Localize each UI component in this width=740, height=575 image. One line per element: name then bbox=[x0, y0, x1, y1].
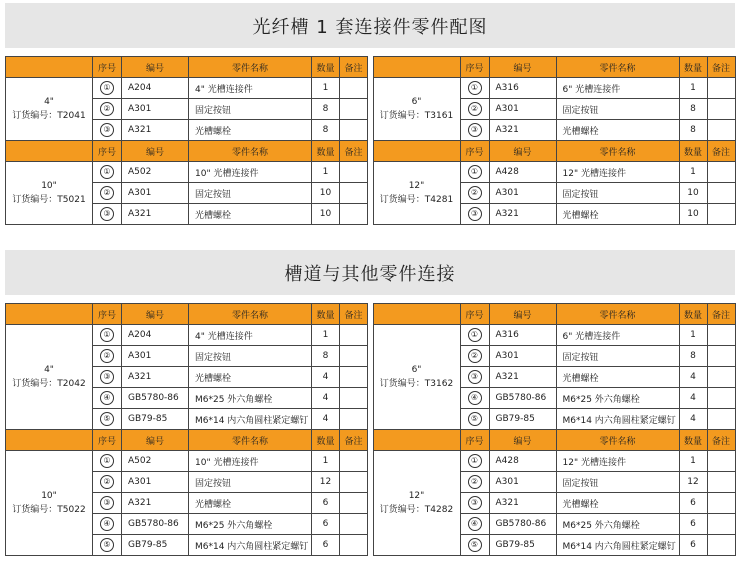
part-name: 10" 光槽连接件 bbox=[189, 451, 312, 472]
row-number-badge: ① bbox=[100, 81, 114, 95]
group-size: 6" bbox=[411, 97, 422, 107]
part-name: 光槽螺栓 bbox=[556, 204, 679, 225]
quantity: 1 bbox=[312, 325, 340, 346]
note bbox=[340, 451, 368, 472]
column-header: 数量 bbox=[312, 304, 340, 325]
row-number bbox=[93, 78, 122, 99]
part-name: M6*25 外六角螺栓 bbox=[189, 514, 312, 535]
quantity: 1 bbox=[679, 162, 707, 183]
part-code: GB79-85 bbox=[122, 535, 189, 556]
section2-tables bbox=[5, 303, 735, 556]
part-name: M6*25 外六角螺栓 bbox=[556, 514, 679, 535]
column-header: 编号 bbox=[489, 57, 556, 78]
part-code: A502 bbox=[122, 451, 189, 472]
table-row bbox=[6, 451, 368, 472]
part-code: A428 bbox=[489, 451, 556, 472]
row-number bbox=[93, 409, 122, 430]
part-code: A316 bbox=[489, 325, 556, 346]
quantity: 10 bbox=[679, 183, 707, 204]
group-size: 10" bbox=[41, 491, 57, 501]
table-row bbox=[373, 325, 735, 346]
row-number bbox=[460, 451, 489, 472]
part-name: 光槽螺栓 bbox=[556, 493, 679, 514]
group-order-number: 订货编号：T3161 bbox=[379, 111, 454, 121]
quantity: 8 bbox=[679, 99, 707, 120]
column-header: 备注 bbox=[707, 57, 735, 78]
note bbox=[707, 535, 735, 556]
group-order-number: 订货编号：T2042 bbox=[12, 379, 86, 389]
row-number bbox=[93, 325, 122, 346]
note bbox=[707, 409, 735, 430]
note bbox=[707, 78, 735, 99]
part-code: GB5780-86 bbox=[489, 514, 556, 535]
column-header: 备注 bbox=[340, 304, 368, 325]
quantity: 8 bbox=[312, 99, 340, 120]
row-number bbox=[93, 367, 122, 388]
note bbox=[340, 493, 368, 514]
part-name: 光槽螺栓 bbox=[556, 120, 679, 141]
row-number bbox=[460, 325, 489, 346]
quantity: 4 bbox=[312, 367, 340, 388]
part-code: A321 bbox=[122, 367, 189, 388]
table-header-row bbox=[6, 304, 368, 325]
table-row bbox=[373, 78, 735, 99]
note bbox=[340, 346, 368, 367]
table-column bbox=[373, 303, 736, 556]
part-code: A321 bbox=[489, 204, 556, 225]
note bbox=[707, 493, 735, 514]
group-label bbox=[6, 162, 93, 225]
part-code: A316 bbox=[489, 78, 556, 99]
note bbox=[340, 388, 368, 409]
quantity: 4 bbox=[679, 367, 707, 388]
quantity: 12 bbox=[312, 472, 340, 493]
column-header: 序号 bbox=[460, 141, 489, 162]
row-number-badge: ② bbox=[100, 102, 114, 116]
row-number bbox=[93, 388, 122, 409]
part-name: 12" 光槽连接件 bbox=[556, 162, 679, 183]
row-number-badge: ② bbox=[468, 102, 482, 116]
note bbox=[707, 204, 735, 225]
note bbox=[707, 162, 735, 183]
header-corner bbox=[373, 141, 460, 162]
quantity: 6 bbox=[312, 535, 340, 556]
part-name: 6" 光槽连接件 bbox=[556, 78, 679, 99]
column-header: 备注 bbox=[707, 141, 735, 162]
header-corner bbox=[6, 57, 93, 78]
quantity: 6 bbox=[679, 514, 707, 535]
table-header-row bbox=[373, 141, 735, 162]
row-number-badge: ① bbox=[100, 165, 114, 179]
section1-tables bbox=[5, 56, 735, 225]
part-name: 固定按钮 bbox=[556, 346, 679, 367]
quantity: 4 bbox=[312, 409, 340, 430]
part-name: 4" 光槽连接件 bbox=[189, 78, 312, 99]
note bbox=[340, 183, 368, 204]
row-number bbox=[93, 535, 122, 556]
quantity: 4 bbox=[312, 388, 340, 409]
group-label bbox=[373, 325, 460, 430]
note bbox=[340, 99, 368, 120]
part-code: A301 bbox=[122, 183, 189, 204]
group-size: 6" bbox=[411, 365, 422, 375]
quantity: 10 bbox=[312, 183, 340, 204]
row-number-badge: ④ bbox=[100, 391, 114, 405]
note bbox=[340, 325, 368, 346]
part-name: 固定按钮 bbox=[556, 99, 679, 120]
row-number bbox=[93, 451, 122, 472]
column-header: 零件名称 bbox=[556, 430, 679, 451]
note bbox=[340, 409, 368, 430]
part-code: GB79-85 bbox=[122, 409, 189, 430]
part-name: M6*14 内六角圆柱紧定螺钉 bbox=[189, 535, 312, 556]
part-name: 固定按钮 bbox=[189, 472, 312, 493]
column-header: 备注 bbox=[340, 57, 368, 78]
table-header-row bbox=[373, 430, 735, 451]
part-code: GB5780-86 bbox=[122, 514, 189, 535]
header-corner bbox=[373, 304, 460, 325]
column-header: 零件名称 bbox=[189, 430, 312, 451]
part-name: 4" 光槽连接件 bbox=[189, 325, 312, 346]
part-code: A321 bbox=[122, 493, 189, 514]
note bbox=[707, 99, 735, 120]
row-number bbox=[460, 183, 489, 204]
row-number bbox=[460, 472, 489, 493]
column-header: 序号 bbox=[93, 304, 122, 325]
column-header: 零件名称 bbox=[189, 57, 312, 78]
part-name: M6*25 外六角螺栓 bbox=[189, 388, 312, 409]
row-number bbox=[460, 493, 489, 514]
part-code: GB5780-86 bbox=[122, 388, 189, 409]
table-column bbox=[373, 56, 736, 225]
group-order-number: 订货编号：T2041 bbox=[12, 111, 86, 121]
row-number-badge: ⑤ bbox=[100, 538, 114, 552]
part-name: 固定按钮 bbox=[189, 346, 312, 367]
part-name: 光槽螺栓 bbox=[189, 120, 312, 141]
note bbox=[340, 514, 368, 535]
column-header: 编号 bbox=[489, 141, 556, 162]
note bbox=[340, 78, 368, 99]
quantity: 4 bbox=[679, 388, 707, 409]
column-header: 零件名称 bbox=[189, 304, 312, 325]
row-number-badge: ③ bbox=[468, 123, 482, 137]
quantity: 8 bbox=[679, 120, 707, 141]
part-name: 光槽螺栓 bbox=[556, 367, 679, 388]
note bbox=[707, 388, 735, 409]
note bbox=[340, 472, 368, 493]
column-header: 零件名称 bbox=[556, 57, 679, 78]
group-label bbox=[373, 162, 460, 225]
row-number bbox=[93, 120, 122, 141]
note bbox=[707, 514, 735, 535]
group-size: 4" bbox=[44, 365, 54, 375]
table-column bbox=[5, 303, 368, 556]
quantity: 6 bbox=[312, 493, 340, 514]
row-number bbox=[460, 99, 489, 120]
row-number bbox=[93, 346, 122, 367]
part-name: M6*14 内六角圆柱紧定螺钉 bbox=[556, 535, 679, 556]
part-code: GB79-85 bbox=[489, 535, 556, 556]
part-code: A321 bbox=[122, 120, 189, 141]
note bbox=[707, 367, 735, 388]
column-header: 编号 bbox=[489, 304, 556, 325]
row-number bbox=[93, 493, 122, 514]
row-number-badge: ③ bbox=[468, 496, 482, 510]
part-name: 光槽螺栓 bbox=[189, 493, 312, 514]
row-number-badge: ① bbox=[468, 165, 482, 179]
column-header: 数量 bbox=[312, 57, 340, 78]
note bbox=[707, 183, 735, 204]
note bbox=[340, 204, 368, 225]
row-number-badge: ③ bbox=[468, 207, 482, 221]
part-name: 光槽螺栓 bbox=[189, 367, 312, 388]
part-code: A321 bbox=[489, 493, 556, 514]
quantity: 6 bbox=[679, 493, 707, 514]
header-corner bbox=[6, 430, 93, 451]
part-name: 6" 光槽连接件 bbox=[556, 325, 679, 346]
note bbox=[707, 120, 735, 141]
note bbox=[707, 451, 735, 472]
part-code: GB5780-86 bbox=[489, 388, 556, 409]
note bbox=[707, 346, 735, 367]
part-name: 固定按钮 bbox=[189, 99, 312, 120]
row-number-badge: ⑤ bbox=[100, 412, 114, 426]
table-row bbox=[373, 451, 735, 472]
group-label bbox=[373, 78, 460, 141]
group-label bbox=[6, 325, 93, 430]
row-number bbox=[93, 162, 122, 183]
column-header: 编号 bbox=[122, 430, 189, 451]
table-row bbox=[6, 78, 368, 99]
row-number-badge: ④ bbox=[100, 517, 114, 531]
quantity: 6 bbox=[679, 535, 707, 556]
row-number-badge: ⑤ bbox=[468, 538, 482, 552]
group-label bbox=[6, 451, 93, 556]
header-corner bbox=[373, 430, 460, 451]
parts-table bbox=[5, 56, 368, 225]
row-number bbox=[93, 472, 122, 493]
part-name: 10" 光槽连接件 bbox=[189, 162, 312, 183]
column-header: 序号 bbox=[460, 304, 489, 325]
table-row bbox=[6, 162, 368, 183]
group-size: 12" bbox=[408, 181, 425, 191]
part-code: A321 bbox=[122, 204, 189, 225]
part-code: A502 bbox=[122, 162, 189, 183]
part-code: A204 bbox=[122, 78, 189, 99]
row-number-badge: ① bbox=[468, 454, 482, 468]
note bbox=[340, 535, 368, 556]
row-number-badge: ③ bbox=[100, 207, 114, 221]
part-code: A301 bbox=[489, 346, 556, 367]
part-code: A321 bbox=[489, 120, 556, 141]
column-header: 编号 bbox=[489, 430, 556, 451]
row-number bbox=[460, 535, 489, 556]
row-number-badge: ③ bbox=[100, 370, 114, 384]
part-name: 固定按钮 bbox=[556, 183, 679, 204]
row-number-badge: ③ bbox=[468, 370, 482, 384]
row-number-badge: ⑤ bbox=[468, 412, 482, 426]
part-code: A301 bbox=[122, 346, 189, 367]
quantity: 4 bbox=[679, 409, 707, 430]
part-code: A301 bbox=[489, 99, 556, 120]
quantity: 12 bbox=[679, 472, 707, 493]
table-column bbox=[5, 56, 368, 225]
row-number-badge: ② bbox=[100, 475, 114, 489]
row-number-badge: ② bbox=[100, 349, 114, 363]
part-name: M6*25 外六角螺栓 bbox=[556, 388, 679, 409]
row-number bbox=[460, 162, 489, 183]
group-order-number: 订货编号：T4281 bbox=[379, 195, 454, 205]
group-order-number: 订货编号：T5022 bbox=[12, 505, 86, 515]
column-header: 零件名称 bbox=[556, 141, 679, 162]
quantity: 10 bbox=[679, 204, 707, 225]
column-header: 备注 bbox=[340, 141, 368, 162]
column-header: 编号 bbox=[122, 57, 189, 78]
part-name: 光槽螺栓 bbox=[189, 204, 312, 225]
quantity: 1 bbox=[312, 78, 340, 99]
note bbox=[707, 325, 735, 346]
part-code: A428 bbox=[489, 162, 556, 183]
row-number-badge: ③ bbox=[100, 496, 114, 510]
row-number-badge: ② bbox=[468, 349, 482, 363]
part-code: A321 bbox=[489, 367, 556, 388]
row-number bbox=[460, 120, 489, 141]
row-number-badge: ② bbox=[468, 186, 482, 200]
parts-table bbox=[373, 56, 736, 225]
column-header: 数量 bbox=[679, 304, 707, 325]
row-number bbox=[93, 99, 122, 120]
part-name: 12" 光槽连接件 bbox=[556, 451, 679, 472]
row-number bbox=[460, 514, 489, 535]
row-number bbox=[460, 78, 489, 99]
header-corner bbox=[6, 141, 93, 162]
column-header: 备注 bbox=[707, 430, 735, 451]
row-number-badge: ③ bbox=[100, 123, 114, 137]
column-header: 数量 bbox=[312, 430, 340, 451]
part-name: M6*14 内六角圆柱紧定螺钉 bbox=[556, 409, 679, 430]
column-header: 备注 bbox=[707, 304, 735, 325]
parts-table bbox=[5, 303, 368, 556]
column-header: 数量 bbox=[679, 57, 707, 78]
row-number bbox=[460, 204, 489, 225]
part-name: 固定按钮 bbox=[189, 183, 312, 204]
table-row bbox=[373, 162, 735, 183]
row-number bbox=[93, 204, 122, 225]
table-header-row bbox=[6, 141, 368, 162]
row-number bbox=[93, 183, 122, 204]
table-header-row bbox=[6, 57, 368, 78]
part-code: A301 bbox=[122, 472, 189, 493]
part-code: GB79-85 bbox=[489, 409, 556, 430]
quantity: 1 bbox=[312, 451, 340, 472]
note bbox=[340, 120, 368, 141]
parts-table bbox=[373, 303, 736, 556]
row-number-badge: ④ bbox=[468, 391, 482, 405]
quantity: 10 bbox=[312, 204, 340, 225]
row-number bbox=[460, 346, 489, 367]
quantity: 1 bbox=[679, 451, 707, 472]
column-header: 序号 bbox=[93, 430, 122, 451]
column-header: 数量 bbox=[679, 430, 707, 451]
note bbox=[707, 472, 735, 493]
row-number bbox=[460, 367, 489, 388]
row-number-badge: ④ bbox=[468, 517, 482, 531]
column-header: 备注 bbox=[340, 430, 368, 451]
quantity: 1 bbox=[679, 78, 707, 99]
part-code: A301 bbox=[489, 183, 556, 204]
part-code: A204 bbox=[122, 325, 189, 346]
note bbox=[340, 162, 368, 183]
group-order-number: 订货编号：T4282 bbox=[379, 505, 454, 515]
part-code: A301 bbox=[489, 472, 556, 493]
group-size: 4" bbox=[44, 97, 54, 107]
row-number-badge: ② bbox=[100, 186, 114, 200]
row-number bbox=[93, 514, 122, 535]
part-code: A301 bbox=[122, 99, 189, 120]
column-header: 数量 bbox=[312, 141, 340, 162]
section2-title: 槽道与其他零件连接 bbox=[5, 250, 735, 295]
quantity: 8 bbox=[312, 120, 340, 141]
row-number-badge: ① bbox=[468, 81, 482, 95]
group-label bbox=[373, 451, 460, 556]
column-header: 数量 bbox=[679, 141, 707, 162]
row-number-badge: ① bbox=[100, 328, 114, 342]
column-header: 编号 bbox=[122, 141, 189, 162]
group-size: 12" bbox=[408, 491, 425, 501]
part-name: 固定按钮 bbox=[556, 472, 679, 493]
note bbox=[340, 367, 368, 388]
row-number-badge: ① bbox=[100, 454, 114, 468]
column-header: 序号 bbox=[93, 141, 122, 162]
row-number-badge: ② bbox=[468, 475, 482, 489]
column-header: 编号 bbox=[122, 304, 189, 325]
group-size: 10" bbox=[41, 181, 57, 191]
table-row bbox=[6, 325, 368, 346]
table-header-row bbox=[373, 57, 735, 78]
row-number-badge: ① bbox=[468, 328, 482, 342]
column-header: 序号 bbox=[460, 57, 489, 78]
column-header: 零件名称 bbox=[556, 304, 679, 325]
group-order-number: 订货编号：T3162 bbox=[379, 379, 454, 389]
column-header: 零件名称 bbox=[189, 141, 312, 162]
row-number bbox=[460, 409, 489, 430]
column-header: 序号 bbox=[93, 57, 122, 78]
section1-title: 光纤槽 1 套连接件零件配图 bbox=[5, 3, 735, 48]
group-label bbox=[6, 78, 93, 141]
table-header-row bbox=[6, 430, 368, 451]
group-order-number: 订货编号：T5021 bbox=[12, 195, 86, 205]
quantity: 1 bbox=[312, 162, 340, 183]
quantity: 6 bbox=[312, 514, 340, 535]
row-number bbox=[460, 388, 489, 409]
quantity: 8 bbox=[312, 346, 340, 367]
table-header-row bbox=[373, 304, 735, 325]
header-corner bbox=[373, 57, 460, 78]
column-header: 序号 bbox=[460, 430, 489, 451]
quantity: 8 bbox=[679, 346, 707, 367]
quantity: 1 bbox=[679, 325, 707, 346]
header-corner bbox=[6, 304, 93, 325]
part-name: M6*14 内六角圆柱紧定螺钉 bbox=[189, 409, 312, 430]
